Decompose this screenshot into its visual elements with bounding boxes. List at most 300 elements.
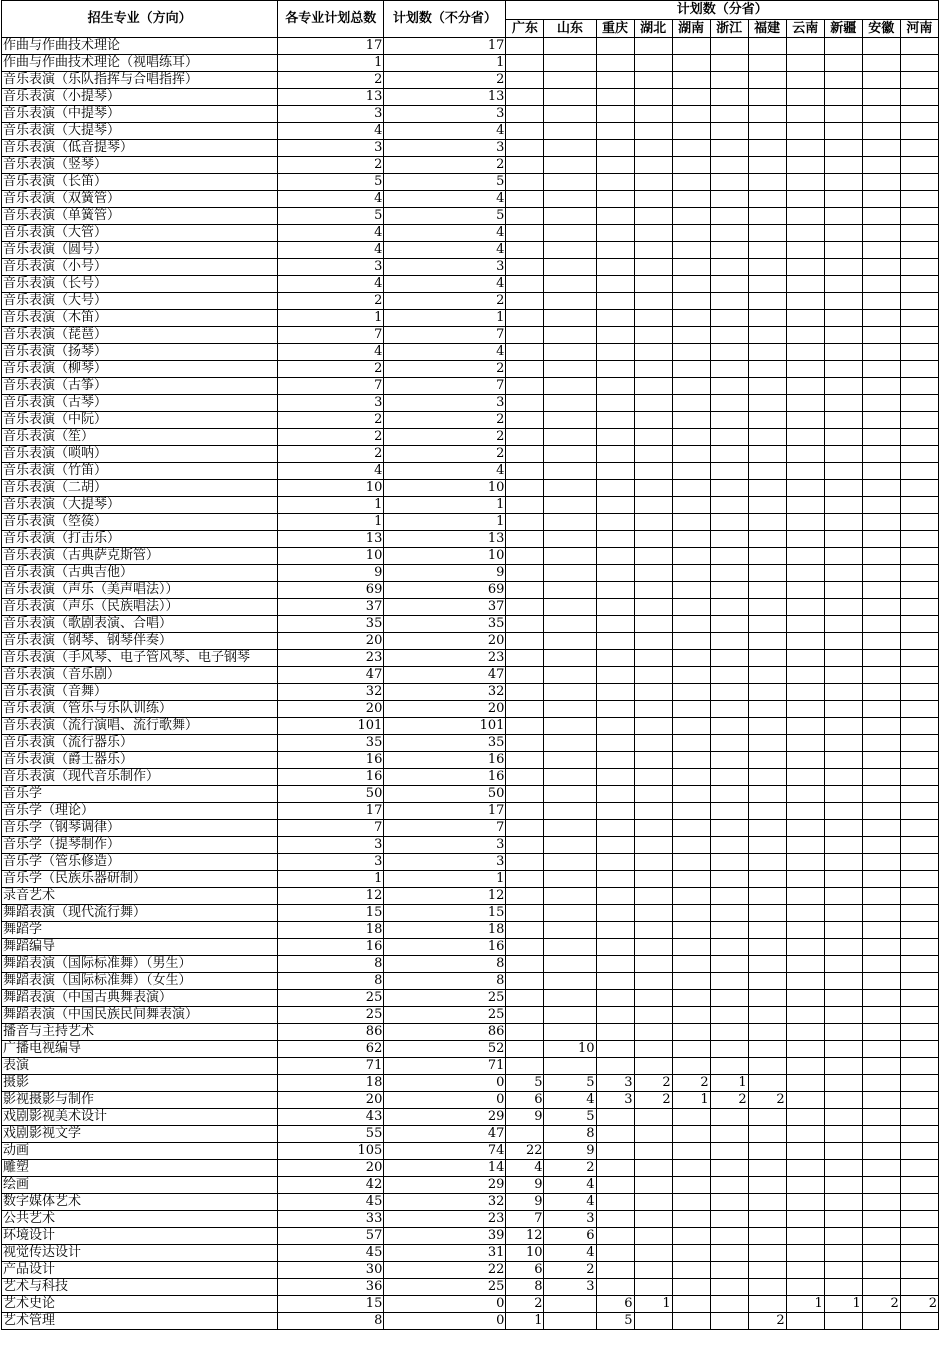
province-cell [786, 293, 824, 310]
province-cell [824, 497, 862, 514]
table-row [2, 1041, 939, 1058]
province-cell [710, 38, 748, 55]
unsplit-cell: 1 [384, 871, 506, 888]
province-cell [824, 888, 862, 905]
province-cell [634, 735, 672, 752]
province-cell [786, 922, 824, 939]
province-cell [862, 548, 900, 565]
table-row [2, 225, 939, 242]
table-row [2, 259, 939, 276]
province-cell [506, 854, 544, 871]
province-cell [506, 667, 544, 684]
province-cell [862, 225, 900, 242]
province-cell [634, 837, 672, 854]
total-cell: 1 [278, 871, 384, 888]
province-cell [748, 395, 786, 412]
major-name-cell: 音乐表演（大号） [2, 293, 278, 310]
province-cell [506, 446, 544, 463]
province-cell [900, 582, 938, 599]
province-cell [786, 310, 824, 327]
table-row [2, 1126, 939, 1143]
province-cell [862, 463, 900, 480]
province-cell [596, 208, 634, 225]
province-cell [710, 208, 748, 225]
province-cell [544, 905, 596, 922]
header-province: 新疆 [824, 20, 862, 38]
province-cell [506, 378, 544, 395]
total-cell: 1 [278, 55, 384, 72]
province-cell [544, 633, 596, 650]
province-cell [748, 1160, 786, 1177]
province-cell [824, 956, 862, 973]
province-cell [672, 497, 710, 514]
unsplit-cell: 71 [384, 1058, 506, 1075]
province-cell [710, 395, 748, 412]
province-cell [786, 1092, 824, 1109]
province-cell [544, 871, 596, 888]
province-cell [634, 1160, 672, 1177]
province-cell [900, 973, 938, 990]
province-cell [748, 242, 786, 259]
province-cell [506, 395, 544, 412]
total-cell: 4 [278, 123, 384, 140]
province-cell [506, 973, 544, 990]
major-name-cell: 音乐学（民族乐器研制） [2, 871, 278, 888]
province-cell [862, 1007, 900, 1024]
province-cell [596, 667, 634, 684]
province-cell [634, 412, 672, 429]
major-name-cell: 舞蹈编导 [2, 939, 278, 956]
province-cell [824, 327, 862, 344]
province-cell [710, 412, 748, 429]
province-cell [786, 1007, 824, 1024]
province-cell [544, 599, 596, 616]
province-cell [596, 1126, 634, 1143]
province-cell [748, 531, 786, 548]
province-cell [672, 565, 710, 582]
province-cell [748, 837, 786, 854]
province-cell [672, 395, 710, 412]
province-cell [900, 429, 938, 446]
province-cell [824, 667, 862, 684]
province-cell [824, 1245, 862, 1262]
province-cell [786, 259, 824, 276]
province-cell [634, 1177, 672, 1194]
province-cell [506, 1058, 544, 1075]
province-cell [544, 276, 596, 293]
province-cell [862, 1109, 900, 1126]
province-cell [634, 582, 672, 599]
province-cell [544, 157, 596, 174]
major-name-cell: 戏剧影视美术设计 [2, 1109, 278, 1126]
province-cell [710, 123, 748, 140]
table-row [2, 38, 939, 55]
province-cell [748, 344, 786, 361]
province-cell [596, 378, 634, 395]
province-cell [748, 1041, 786, 1058]
province-cell [900, 327, 938, 344]
province-cell [900, 990, 938, 1007]
province-cell [862, 820, 900, 837]
table-row [2, 684, 939, 701]
province-cell [748, 514, 786, 531]
total-cell: 4 [278, 463, 384, 480]
province-cell [900, 1143, 938, 1160]
total-cell: 7 [278, 820, 384, 837]
province-cell [506, 990, 544, 1007]
total-cell: 12 [278, 888, 384, 905]
province-cell [748, 276, 786, 293]
province-cell: 9 [506, 1109, 544, 1126]
province-cell [634, 939, 672, 956]
unsplit-cell: 7 [384, 820, 506, 837]
province-cell [672, 667, 710, 684]
unsplit-cell: 1 [384, 497, 506, 514]
table-row [2, 786, 939, 803]
province-cell [506, 684, 544, 701]
unsplit-cell: 3 [384, 854, 506, 871]
province-cell [824, 55, 862, 72]
province-cell [672, 922, 710, 939]
province-cell [544, 140, 596, 157]
province-cell [748, 480, 786, 497]
province-cell [900, 888, 938, 905]
table-row [2, 174, 939, 191]
table-row [2, 1160, 939, 1177]
province-cell [862, 1041, 900, 1058]
province-cell [824, 616, 862, 633]
province-cell [672, 276, 710, 293]
province-cell [596, 718, 634, 735]
province-cell [824, 1177, 862, 1194]
province-cell [862, 344, 900, 361]
province-cell [634, 548, 672, 565]
province-cell [634, 599, 672, 616]
table-row [2, 905, 939, 922]
province-cell [596, 1279, 634, 1296]
province-cell [544, 378, 596, 395]
unsplit-cell: 20 [384, 633, 506, 650]
province-cell [900, 106, 938, 123]
total-cell: 5 [278, 174, 384, 191]
province-cell [900, 820, 938, 837]
major-name-cell: 舞蹈表演（中国古典舞表演） [2, 990, 278, 1007]
unsplit-cell: 10 [384, 480, 506, 497]
unsplit-cell: 47 [384, 1126, 506, 1143]
province-cell [634, 327, 672, 344]
province-cell [506, 497, 544, 514]
unsplit-cell: 0 [384, 1313, 506, 1330]
province-cell [786, 1194, 824, 1211]
total-cell: 30 [278, 1262, 384, 1279]
province-cell [900, 701, 938, 718]
province-cell: 1 [634, 1296, 672, 1313]
province-cell [596, 956, 634, 973]
province-cell [544, 106, 596, 123]
province-cell [862, 429, 900, 446]
province-cell [596, 429, 634, 446]
province-cell [544, 38, 596, 55]
total-cell: 2 [278, 72, 384, 89]
unsplit-cell: 13 [384, 531, 506, 548]
province-cell [786, 956, 824, 973]
total-cell: 7 [278, 378, 384, 395]
province-cell [824, 1041, 862, 1058]
province-cell [862, 72, 900, 89]
province-cell [506, 72, 544, 89]
province-cell [748, 820, 786, 837]
province-cell [634, 361, 672, 378]
province-cell [748, 616, 786, 633]
province-cell [786, 871, 824, 888]
unsplit-cell: 25 [384, 1279, 506, 1296]
province-cell [544, 701, 596, 718]
province-cell [596, 327, 634, 344]
province-cell [710, 684, 748, 701]
province-cell [710, 1262, 748, 1279]
province-cell [900, 1041, 938, 1058]
province-cell [710, 820, 748, 837]
province-cell [786, 514, 824, 531]
unsplit-cell: 4 [384, 276, 506, 293]
province-cell [596, 1058, 634, 1075]
province-cell [900, 1245, 938, 1262]
province-cell [900, 378, 938, 395]
province-cell [710, 429, 748, 446]
province-cell [544, 718, 596, 735]
province-cell [786, 276, 824, 293]
total-cell: 8 [278, 973, 384, 990]
province-cell [824, 718, 862, 735]
province-cell [596, 1177, 634, 1194]
province-cell [900, 344, 938, 361]
province-cell [506, 123, 544, 140]
province-cell [672, 446, 710, 463]
province-cell [672, 973, 710, 990]
province-cell [544, 327, 596, 344]
province-cell [634, 89, 672, 106]
province-cell [748, 1109, 786, 1126]
province-cell [544, 667, 596, 684]
province-cell [824, 1160, 862, 1177]
province-cell [786, 1041, 824, 1058]
province-cell [862, 327, 900, 344]
province-cell [672, 633, 710, 650]
province-cell [862, 1279, 900, 1296]
province-cell [862, 480, 900, 497]
province-cell: 10 [506, 1245, 544, 1262]
table-row [2, 463, 939, 480]
unsplit-cell: 23 [384, 1211, 506, 1228]
total-cell: 25 [278, 990, 384, 1007]
province-cell [824, 1262, 862, 1279]
province-cell [596, 293, 634, 310]
table-row [2, 1177, 939, 1194]
province-cell [672, 480, 710, 497]
province-cell [544, 837, 596, 854]
province-cell [544, 55, 596, 72]
province-cell [710, 769, 748, 786]
total-cell: 18 [278, 922, 384, 939]
province-cell [824, 242, 862, 259]
province-cell: 2 [544, 1262, 596, 1279]
province-cell [710, 1228, 748, 1245]
province-cell [748, 752, 786, 769]
unsplit-cell: 7 [384, 378, 506, 395]
major-name-cell: 音乐表演（单簧管） [2, 208, 278, 225]
province-cell [596, 242, 634, 259]
province-cell [824, 837, 862, 854]
province-cell [900, 939, 938, 956]
province-cell [900, 803, 938, 820]
province-cell [596, 1245, 634, 1262]
major-name-cell: 音乐表演（唢呐） [2, 446, 278, 463]
province-cell: 2 [862, 1296, 900, 1313]
province-cell [596, 735, 634, 752]
total-cell: 101 [278, 718, 384, 735]
province-cell [710, 1313, 748, 1330]
province-cell [506, 242, 544, 259]
major-name-cell: 视觉传达设计 [2, 1245, 278, 1262]
table-row [2, 1211, 939, 1228]
province-cell [544, 786, 596, 803]
province-cell [544, 225, 596, 242]
province-cell [900, 361, 938, 378]
province-cell [824, 582, 862, 599]
province-cell [506, 888, 544, 905]
province-cell [506, 531, 544, 548]
province-cell [544, 1058, 596, 1075]
province-cell [900, 769, 938, 786]
province-cell [672, 1007, 710, 1024]
province-cell [672, 905, 710, 922]
province-cell [786, 769, 824, 786]
major-name-cell: 音乐表演（长号） [2, 276, 278, 293]
province-cell [596, 1194, 634, 1211]
province-cell [862, 106, 900, 123]
province-cell [672, 327, 710, 344]
major-name-cell: 音乐学 [2, 786, 278, 803]
province-cell [596, 38, 634, 55]
table-row [2, 820, 939, 837]
province-cell [596, 123, 634, 140]
total-cell: 35 [278, 616, 384, 633]
major-name-cell: 动画 [2, 1143, 278, 1160]
province-cell [748, 1228, 786, 1245]
table-header [2, 1, 939, 38]
unsplit-cell: 8 [384, 956, 506, 973]
province-cell [862, 208, 900, 225]
province-cell [862, 89, 900, 106]
major-name-cell: 音乐表演（长笛） [2, 174, 278, 191]
province-cell [786, 1262, 824, 1279]
province-cell [544, 242, 596, 259]
table-row [2, 956, 939, 973]
province-cell [710, 1177, 748, 1194]
province-cell [672, 1245, 710, 1262]
province-cell [596, 769, 634, 786]
province-cell [506, 616, 544, 633]
province-cell [596, 140, 634, 157]
major-name-cell: 表演 [2, 1058, 278, 1075]
province-cell [862, 310, 900, 327]
table-row [2, 990, 939, 1007]
province-cell [710, 378, 748, 395]
table-row [2, 548, 939, 565]
province-cell [506, 191, 544, 208]
major-name-cell: 艺术史论 [2, 1296, 278, 1313]
province-cell [710, 1109, 748, 1126]
major-name-cell: 音乐表演（古筝） [2, 378, 278, 395]
province-cell [786, 429, 824, 446]
province-cell [672, 1194, 710, 1211]
province-cell [710, 293, 748, 310]
province-cell [596, 650, 634, 667]
province-cell [824, 429, 862, 446]
major-name-cell: 音乐表演（中提琴） [2, 106, 278, 123]
province-cell [634, 667, 672, 684]
province-cell [748, 565, 786, 582]
province-cell [824, 633, 862, 650]
province-cell [862, 1211, 900, 1228]
unsplit-cell: 2 [384, 157, 506, 174]
province-cell [634, 1126, 672, 1143]
province-cell [634, 752, 672, 769]
total-cell: 7 [278, 327, 384, 344]
province-cell [710, 225, 748, 242]
province-cell [544, 395, 596, 412]
province-cell [596, 548, 634, 565]
total-cell: 4 [278, 191, 384, 208]
province-cell [506, 650, 544, 667]
province-cell [786, 735, 824, 752]
table-row [2, 973, 939, 990]
province-cell: 9 [506, 1194, 544, 1211]
province-cell [900, 752, 938, 769]
province-cell [786, 208, 824, 225]
province-cell [862, 293, 900, 310]
province-cell [506, 752, 544, 769]
table-row [2, 531, 939, 548]
province-cell [506, 905, 544, 922]
province-cell [862, 55, 900, 72]
province-cell [900, 225, 938, 242]
total-cell: 2 [278, 361, 384, 378]
province-cell [672, 871, 710, 888]
total-cell: 4 [278, 242, 384, 259]
province-cell [862, 667, 900, 684]
province-cell [544, 582, 596, 599]
total-cell: 2 [278, 157, 384, 174]
province-cell [672, 752, 710, 769]
province-cell [748, 378, 786, 395]
province-cell [544, 973, 596, 990]
table-row [2, 123, 939, 140]
table-row [2, 514, 939, 531]
unsplit-cell: 29 [384, 1177, 506, 1194]
unsplit-cell: 2 [384, 361, 506, 378]
major-name-cell: 音乐表演（管乐与乐队训练） [2, 701, 278, 718]
province-cell [786, 55, 824, 72]
total-cell: 20 [278, 701, 384, 718]
province-cell [824, 650, 862, 667]
province-cell [824, 1075, 862, 1092]
province-cell [862, 1024, 900, 1041]
province-cell [506, 276, 544, 293]
province-cell [634, 888, 672, 905]
province-cell: 2 [506, 1296, 544, 1313]
province-cell [900, 837, 938, 854]
